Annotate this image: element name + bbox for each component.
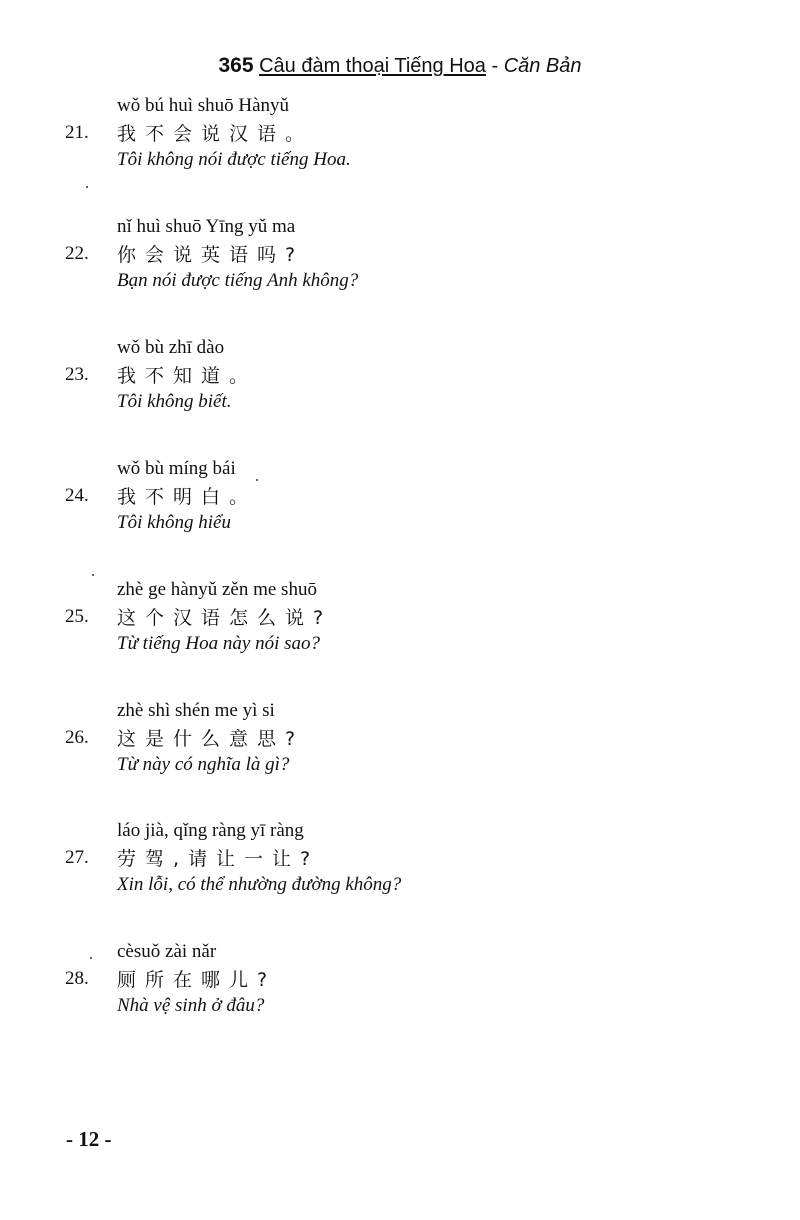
chinese-sentence: 这个汉语怎么说? — [117, 607, 333, 629]
vietnamese-translation: Tôi không nói được tiếng Hoa. — [117, 149, 351, 170]
chinese-sentence: 我不明白。 — [117, 486, 258, 508]
chinese-sentence: 厕所在哪儿? — [117, 969, 277, 991]
vietnamese-translation: Từ tiếng Hoa này nói sao? — [117, 633, 320, 654]
entry-number: 22. — [65, 243, 89, 264]
scan-speck — [86, 186, 88, 188]
vietnamese-translation: Xin lỗi, có thể nhường đường không? — [117, 874, 402, 895]
vietnamese-translation: Tôi không biết. — [117, 391, 232, 412]
page-header — [0, 54, 800, 78]
header-title: Câu đàm thoại Tiếng Hoa — [259, 55, 486, 77]
vietnamese-translation: Nhà vệ sinh ở đâu? — [117, 995, 265, 1016]
pinyin-line: nǐ huì shuō Yīng yǔ ma — [117, 216, 296, 237]
entry-number: 27. — [65, 847, 89, 868]
vietnamese-translation: Bạn nói được tiếng Anh không? — [117, 270, 359, 291]
header-subtitle: Căn Bản — [503, 55, 582, 77]
entry-number: 23. — [65, 364, 89, 385]
vietnamese-translation: Tôi không hiểu — [117, 512, 231, 533]
header-number: 365 — [218, 54, 254, 77]
chinese-sentence: 我不知道。 — [117, 365, 258, 387]
entry-number: 26. — [65, 727, 89, 748]
pinyin-line: láo jià, qǐng ràng yī ràng — [117, 820, 304, 841]
scan-speck — [92, 574, 94, 576]
page-number: - 12 - — [66, 1127, 112, 1151]
pinyin-line: wǒ bù zhī dào — [117, 337, 225, 358]
pinyin-line: wǒ bú huì shuō Hànyǔ — [117, 95, 290, 116]
pinyin-line: zhè shì shén me yì si — [117, 700, 275, 721]
header-separator: - — [491, 55, 499, 77]
scan-speck — [256, 479, 258, 481]
chinese-sentence: 我不会说汉语。 — [117, 123, 314, 145]
vietnamese-translation: Từ này có nghĩa là gì? — [117, 754, 290, 775]
pinyin-line: wǒ bù míng bái — [117, 458, 236, 479]
entry-number: 28. — [65, 968, 89, 989]
chinese-sentence: 这是什么意思? — [117, 728, 305, 750]
pinyin-line: cèsuǒ zài nǎr — [117, 941, 217, 962]
pinyin-line: zhè ge hànyǔ zěn me shuō — [117, 579, 317, 600]
scan-speck — [90, 957, 92, 959]
chinese-sentence: 劳驾,请让一让? — [117, 848, 320, 870]
chinese-sentence: 你会说英语吗? — [117, 244, 305, 266]
entry-number: 21. — [65, 122, 89, 143]
entry-number: 25. — [65, 606, 89, 627]
entry-number: 24. — [65, 485, 89, 506]
